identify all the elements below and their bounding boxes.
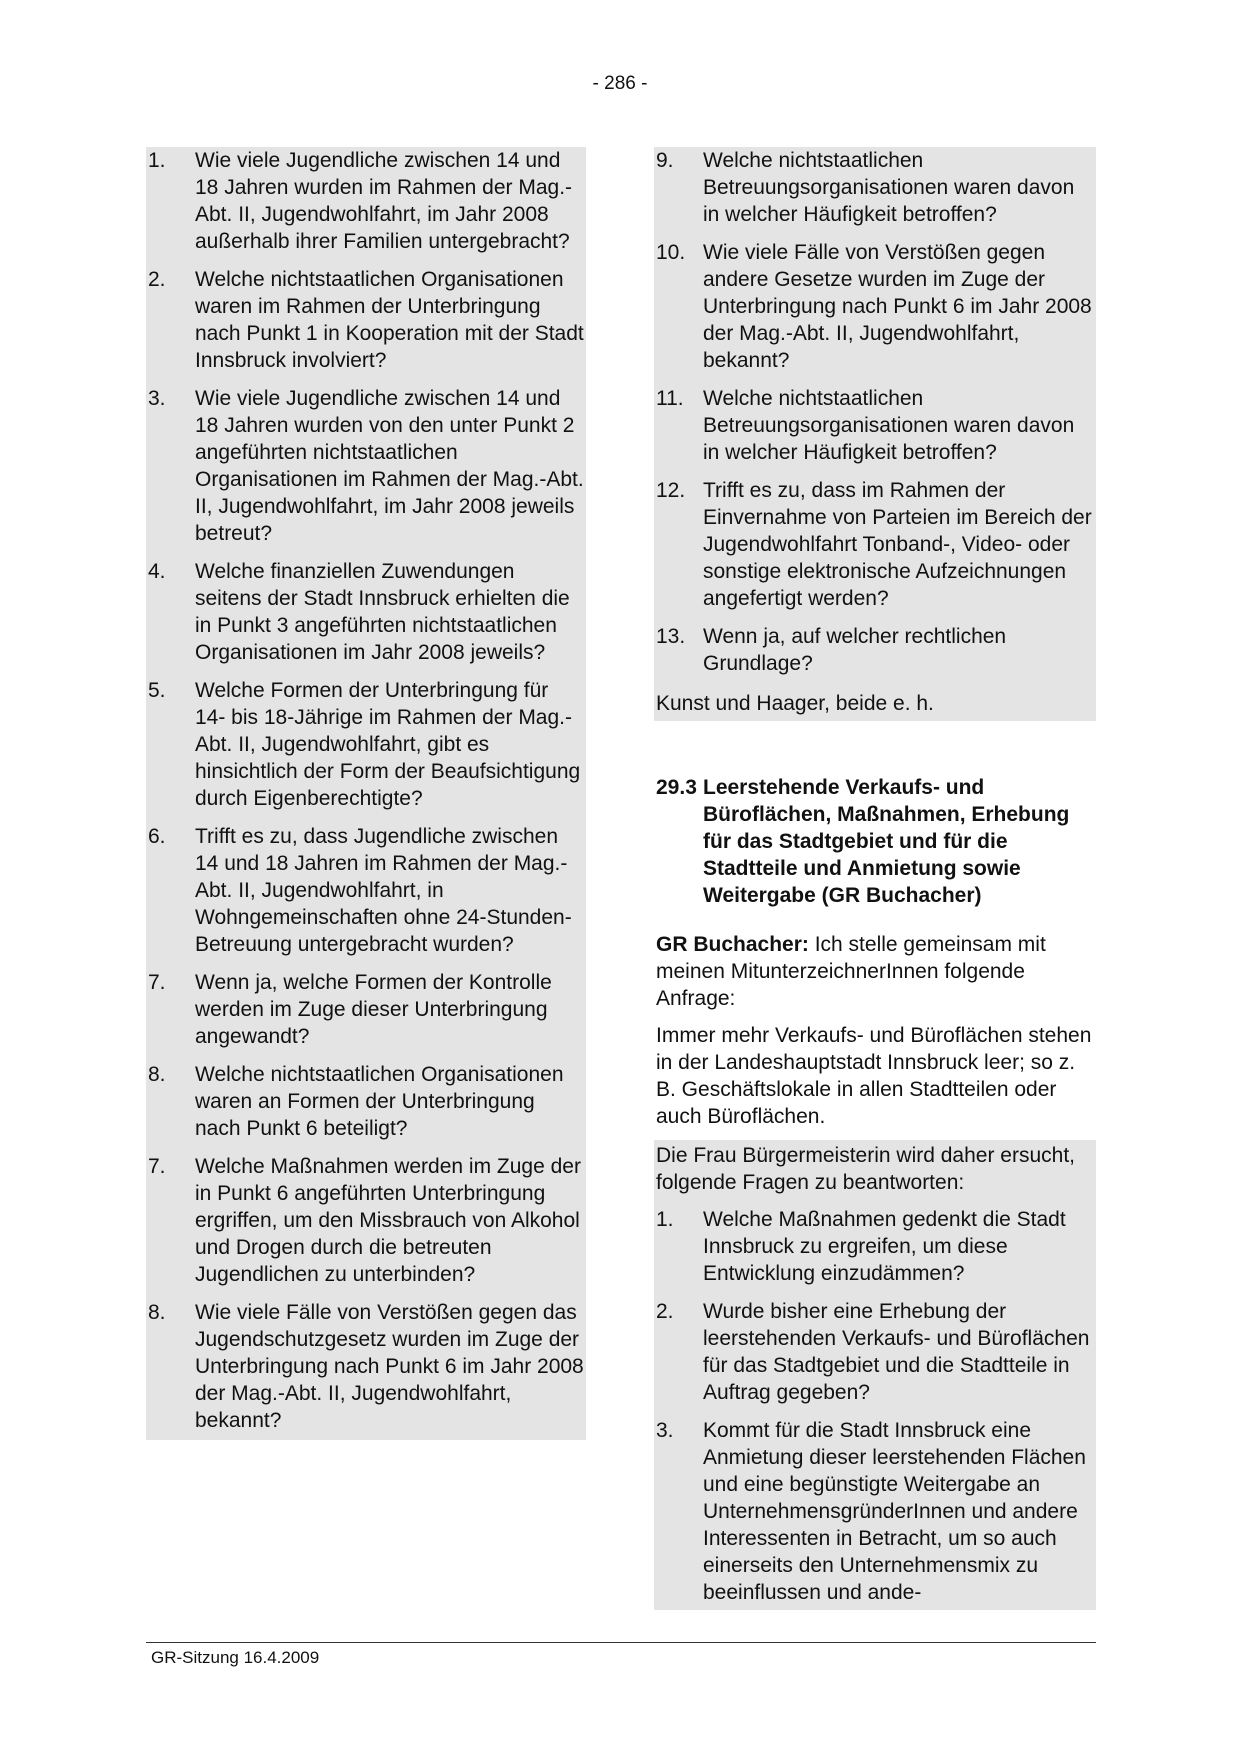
- item-number: 7.: [148, 971, 166, 994]
- item-text: Welche nichtstaatlichen Betreuungsorganisationen waren davon in welcher Häufigkeit betroffen?: [703, 149, 1075, 226]
- footer: GR-Sitzung 16.4.2009: [151, 1648, 320, 1667]
- item-number: 7.: [148, 1155, 166, 1178]
- speaker-name: GR Buchacher:: [656, 933, 809, 956]
- item-text: Wurde bisher eine Erhebung der leerstehenden Verkaufs- und Büroflächen für das Stadtgebiet und die Stadtteile in Auftrag gegeben?: [703, 1300, 1090, 1404]
- item-number: 12.: [656, 479, 686, 502]
- question-list-left: [146, 147, 586, 1440]
- item-number: 5.: [148, 679, 166, 702]
- request-block: [654, 1140, 1096, 1610]
- item-number: 3.: [656, 1419, 674, 1442]
- item-number: 8.: [148, 1301, 166, 1324]
- list-item: [148, 558, 584, 666]
- section-heading: [654, 774, 1096, 909]
- section-number: 29.3: [656, 776, 697, 799]
- item-text: Wie viele Jugendliche zwischen 14 und 18 Jahren wurden von den unter Punkt 2 angeführten nichtstaatlichen Organisationen im Rahmen der Mag.-Abt. II, Jugendwohlfahrt, im Jahr 2008 jeweils betreut?: [195, 387, 584, 545]
- list-item: [656, 1206, 1094, 1287]
- item-number: 2.: [656, 1300, 674, 1323]
- list-item: [148, 1061, 584, 1142]
- list-item: [148, 823, 584, 958]
- item-text: Welche Maßnahmen werden im Zuge der in Punkt 6 angeführten Unterbringung ergriffen, um den Missbrauch von Alkohol und Drogen durch die betreuten Jugendlichen zu unterbinden?: [195, 1155, 581, 1286]
- signature: Kunst und Haager, beide e. h.: [656, 692, 934, 715]
- item-number: 4.: [148, 560, 166, 583]
- speaker-statement: [654, 931, 1096, 1012]
- page-number: - 286 -: [592, 73, 648, 94]
- list-item: [148, 677, 584, 812]
- left-column: [146, 147, 586, 1440]
- list-item: [656, 1298, 1094, 1406]
- list-item: [148, 147, 584, 255]
- item-text: Welche finanziellen Zuwendungen seitens der Stadt Innsbruck erhielten die in Punkt 3 angeführten nichtstaatlichen Organisationen im Jahr 2008 jeweils?: [195, 560, 570, 664]
- item-number: 1.: [148, 149, 166, 172]
- body-paragraph: Immer mehr Verkaufs- und Büroflächen stehen in der Landeshauptstadt Innsbruck leer; so z. B. Geschäftslokale in allen Stadtteilen oder auch Büroflächen.: [656, 1024, 1092, 1128]
- question-list-right: [654, 147, 1096, 721]
- item-text: Welche Maßnahmen gedenkt die Stadt Innsbruck zu ergreifen, um diese Entwicklung einzudämmen?: [703, 1208, 1066, 1285]
- item-number: 10.: [656, 241, 686, 264]
- list-item: [656, 1417, 1094, 1606]
- list-item: [656, 477, 1094, 612]
- speaker-text: Ich stelle gemeinsam mit meinen MitunterzeichnerInnen folgende Anfrage:: [656, 933, 1046, 1010]
- footer-rule: [146, 1642, 1096, 1643]
- item-text: Wie viele Fälle von Verstößen gegen andere Gesetze wurden im Zuge der Unterbringung nach Punkt 6 im Jahr 2008 der Mag.-Abt. II, Jugendwohlfahrt, bekannt?: [703, 241, 1092, 372]
- item-text: Welche nichtstaatlichen Betreuungsorganisationen waren davon in welcher Häufigkeit betroffen?: [703, 387, 1075, 464]
- item-text: Kommt für die Stadt Innsbruck eine Anmietung dieser leerstehenden Flächen und eine begünstigte Weitergabe an UnternehmensgründerInnen und andere Interessenten in Betracht, um so auch einerseits den Unternehmensmix zu beeinflussen und ande-: [703, 1419, 1086, 1604]
- list-item: [656, 385, 1094, 466]
- item-text: Welche Formen der Unterbringung für 14- bis 18-Jährige im Rahmen der Mag.-Abt. II, Jugendwohlfahrt, gibt es hinsichtlich der Form der Beaufsichtigung durch Eigenberechtigte?: [195, 679, 581, 810]
- item-number: 9.: [656, 149, 674, 172]
- list-item: [656, 147, 1094, 228]
- item-number: 8.: [148, 1063, 166, 1086]
- item-number: 6.: [148, 825, 166, 848]
- item-text: Trifft es zu, dass Jugendliche zwischen 14 und 18 Jahren im Rahmen der Mag.-Abt. II, Jugendwohlfahrt, in Wohngemeinschaften ohne 24-Stunden-Betreuung untergebracht wurden?: [195, 825, 572, 956]
- list-item: [148, 385, 584, 547]
- item-number: 2.: [148, 268, 166, 291]
- section-title: Leerstehende Verkaufs- und Büroflächen, Maßnahmen, Erhebung für das Stadtgebiet und für die Stadtteile und Anmietung sowie Weitergabe (GR Buchacher): [703, 776, 1070, 907]
- right-column: [654, 147, 1096, 1610]
- item-text: Wie viele Jugendliche zwischen 14 und 18 Jahren wurden im Rahmen der Mag.-Abt. II, Jugendwohlfahrt, im Jahr 2008 außerhalb ihrer Familien untergebracht?: [195, 149, 573, 253]
- item-text: Welche nichtstaatlichen Organisationen waren im Rahmen der Unterbringung nach Punkt 1 in Kooperation mit der Stadt Innsbruck involviert?: [195, 268, 584, 372]
- item-number: 11.: [656, 387, 684, 410]
- item-text: Wenn ja, auf welcher rechtlichen Grundlage?: [703, 625, 1007, 675]
- request-intro: Die Frau Bürgermeisterin wird daher ersucht, folgende Fragen zu beantworten:: [656, 1144, 1075, 1194]
- item-number: 1.: [656, 1208, 674, 1231]
- list-item: [148, 1299, 584, 1434]
- item-number: 13.: [656, 625, 686, 648]
- item-text: Welche nichtstaatlichen Organisationen waren an Formen der Unterbringung nach Punkt 6 beteiligt?: [195, 1063, 564, 1140]
- list-item: [656, 239, 1094, 374]
- list-item: [148, 969, 584, 1050]
- item-text: Trifft es zu, dass im Rahmen der Einvernahme von Parteien im Bereich der Jugendwohlfahrt Tonband-, Video- oder sonstige elektronische Aufzeichnungen angefertigt werden?: [703, 479, 1092, 610]
- list-item: [148, 266, 584, 374]
- item-text: Wenn ja, welche Formen der Kontrolle werden im Zuge dieser Unterbringung angewandt?: [195, 971, 552, 1048]
- item-text: Wie viele Fälle von Verstößen gegen das Jugendschutzgesetz wurden im Zuge der Unterbringung nach Punkt 6 im Jahr 2008 der Mag.-Abt. II, Jugendwohlfahrt, bekannt?: [195, 1301, 584, 1432]
- item-number: 3.: [148, 387, 166, 410]
- list-item: [656, 623, 1094, 677]
- list-item: [148, 1153, 584, 1288]
